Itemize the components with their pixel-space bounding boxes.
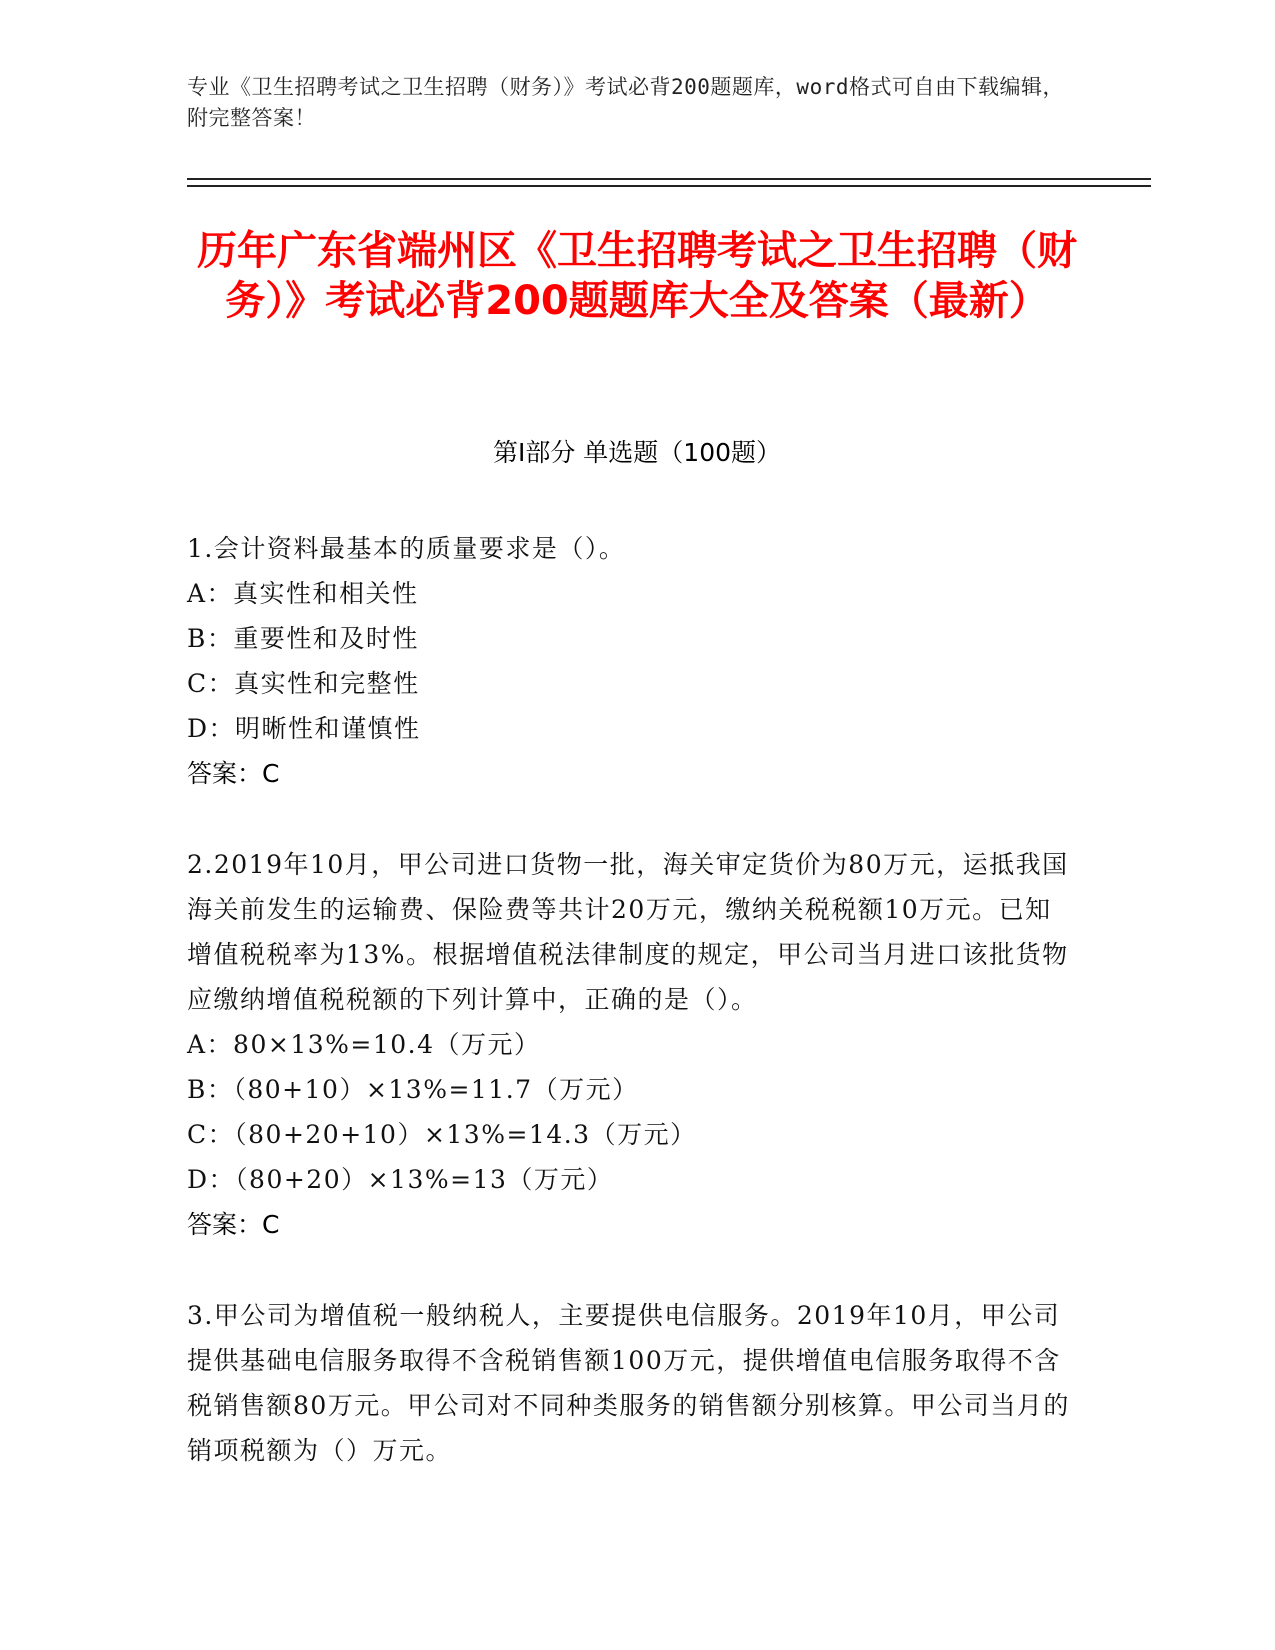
section-heading: 第I部分 单选题（100题） bbox=[492, 438, 782, 467]
question-2 bbox=[187, 842, 1077, 1247]
document-title: 历年广东省端州区《卫生招聘考试之卫生招聘（财务）》考试必背200题题库大全及答案（最新） bbox=[197, 228, 1077, 324]
question-3 bbox=[187, 1293, 1077, 1473]
header-note: 专业《卫生招聘考试之卫生招聘（财务）》考试必背200题题库，word格式可自由下载编辑，附完整答案！ bbox=[187, 75, 1064, 130]
question-stem: 1.会计资料最基本的质量要求是（）。 bbox=[187, 534, 626, 563]
question-stem: 3.甲公司为增值税一般纳税人，主要提供电信服务。2019年10月，甲公司提供基础电信服务取得不含税销售额100万元，提供增值电信服务取得不含税销售额80万元。甲公司对不同种类服务的销售额分别核算。甲公司当月的销项税额为（）万元。 bbox=[187, 1301, 1070, 1465]
option-a: A：真实性和相关性 bbox=[187, 579, 419, 608]
question-list bbox=[187, 526, 1077, 1519]
answer-label: 答案：C bbox=[187, 759, 280, 788]
option-b: B：（80+10）×13%=11.7（万元） bbox=[187, 1075, 639, 1104]
option-d: D：（80+20）×13%=13（万元） bbox=[187, 1165, 614, 1194]
option-d: D：明晰性和谨慎性 bbox=[187, 714, 421, 743]
answer-label: 答案：C bbox=[187, 1210, 280, 1239]
option-b: B：重要性和及时性 bbox=[187, 624, 419, 653]
question-stem: 2.2019年10月，甲公司进口货物一批，海关审定货价为80万元，运抵我国海关前发生的运输费、保险费等共计20万元，缴纳关税税额10万元。已知增值税税率为13%。根据增值税法律制度的规定，甲公司当月进口该批货物应缴纳增值税税额的下列计算中，正确的是（）。 bbox=[187, 850, 1069, 1014]
header-rule-bottom bbox=[187, 185, 1151, 187]
option-c: C：真实性和完整性 bbox=[187, 669, 420, 698]
option-c: C：（80+20+10）×13%=14.3（万元） bbox=[187, 1120, 697, 1149]
header-rule-top bbox=[187, 178, 1151, 180]
question-1 bbox=[187, 526, 1077, 796]
option-a: A：80×13%=10.4（万元） bbox=[187, 1030, 541, 1059]
